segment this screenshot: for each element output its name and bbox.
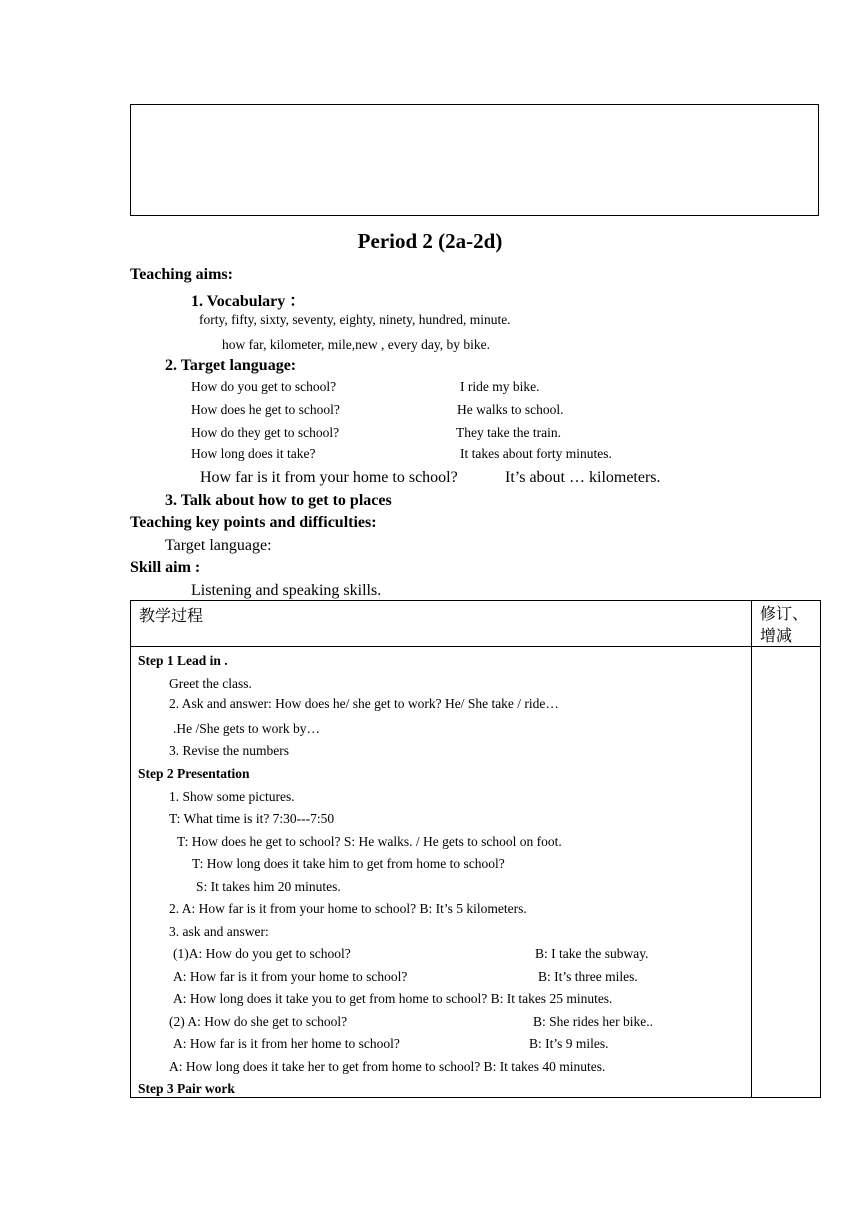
- step-heading: Step 2 Presentation: [138, 766, 250, 781]
- process-line: A: How long does it take her to get from home to school? B: It takes 40 minutes.: [169, 1059, 606, 1074]
- skill-text: Listening and speaking skills.: [191, 582, 382, 599]
- process-line: 3. Revise the numbers: [169, 743, 289, 758]
- target-heading: 2. Target language:: [165, 357, 297, 374]
- step-heading: Step 1 Lead in .: [138, 653, 228, 668]
- process-line-answer: B: It’s three miles.: [538, 969, 638, 984]
- target-answer: They take the train.: [456, 425, 561, 440]
- process-line: A: How far is it from your home to school?: [173, 969, 408, 984]
- vocab-line-2: how far, kilometer, mile,new , every day, by bike.: [222, 337, 490, 352]
- aims-heading: Teaching aims:: [130, 266, 233, 283]
- process-line: 2. A: How far is it from your home to school? B: It’s 5 kilometers.: [169, 901, 527, 916]
- process-line: S: It takes him 20 minutes.: [196, 879, 341, 894]
- process-line: T: How long does it take him to get from home to school?: [192, 856, 505, 871]
- process-line: A: How far is it from her home to school?: [173, 1036, 400, 1051]
- vocab-line-1: forty, fifty, sixty, seventy, eighty, ninety, hundred, minute.: [199, 312, 511, 327]
- process-content-cell: [131, 647, 752, 1098]
- process-line: 2. Ask and answer: How does he/ she get to work? He/ She take / ride…: [169, 696, 559, 711]
- table-header-process: [131, 601, 752, 647]
- process-line: (1)A: How do you get to school?: [173, 946, 351, 961]
- keypoints-text: Target language:: [165, 537, 272, 554]
- skill-heading: Skill aim :: [130, 559, 201, 576]
- page-title: Period 2 (2a-2d): [357, 229, 503, 253]
- process-line: T: How does he get to school? S: He walks. / He gets to school on foot.: [177, 834, 562, 849]
- top-empty-box: [130, 104, 819, 216]
- teaching-process-table: [130, 600, 821, 1098]
- process-line: Greet the class.: [169, 676, 252, 691]
- process-line-answer: B: I take the subway.: [535, 946, 649, 961]
- step-heading: Step 3 Pair work: [138, 1081, 235, 1096]
- process-header-label: 教学过程: [139, 606, 204, 625]
- process-line: (2) A: How do she get to school?: [169, 1014, 348, 1029]
- revision-header-label: 修订、增减: [760, 604, 809, 645]
- target-question: How does he get to school?: [191, 402, 340, 417]
- target-answer: It takes about forty minutes.: [460, 446, 612, 461]
- keypoints-heading: Teaching key points and difficulties:: [130, 514, 377, 531]
- vocab-heading: 1. Vocabulary ：: [191, 293, 306, 310]
- process-line: 3. ask and answer:: [169, 924, 269, 939]
- target-answer: He walks to school.: [457, 402, 564, 417]
- revision-content-cell: [752, 647, 821, 1098]
- process-line: T: What time is it? 7:30---7:50: [169, 811, 335, 826]
- process-line: .He /She gets to work by…: [173, 721, 320, 736]
- process-line-answer: B: It’s 9 miles.: [529, 1036, 609, 1051]
- target-question: How do they get to school?: [191, 425, 340, 440]
- process-line: A: How long does it take you to get from home to school? B: It takes 25 minutes.: [173, 991, 613, 1006]
- table-header-revision: [752, 601, 821, 647]
- target-question: How far is it from your home to school?: [200, 469, 458, 486]
- process-line: 1. Show some pictures.: [169, 789, 295, 804]
- target-question: How do you get to school?: [191, 379, 337, 394]
- target-answer: I ride my bike.: [460, 379, 540, 394]
- process-line-answer: B: She rides her bike..: [533, 1014, 653, 1029]
- target-question: How long does it take?: [191, 446, 316, 461]
- talk-heading: 3. Talk about how to get to places: [165, 492, 392, 509]
- target-answer: It’s about … kilometers.: [505, 469, 661, 486]
